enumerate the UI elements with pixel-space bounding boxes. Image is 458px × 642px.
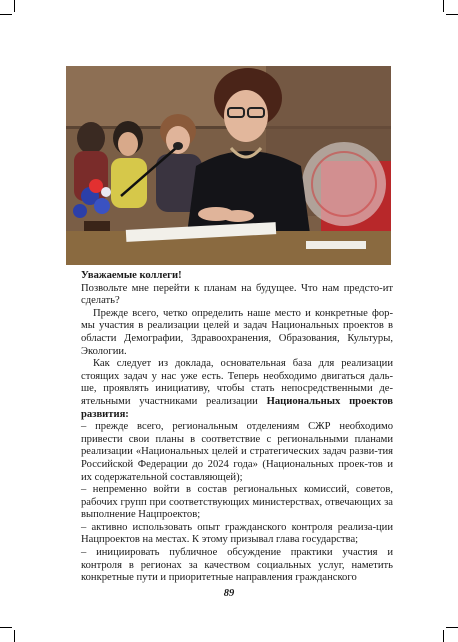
paragraph: Прежде всего, четко определить наше место и конкретные фор-мы участия в реализации целей и задач Национальных проектов в области Демографии, Здравоохранения, Образования, Культуры, Экологии. <box>81 307 393 357</box>
list-item: – инициировать публичное обсуждение практики участия и контроля в регионах за качеством социальных услуг, наметить конкретные пути и приоритетные направления гражданского <box>81 547 393 584</box>
list-item: – активно использовать опыт гражданского контроля реализа-ции Нацпроектов на местах. К этому призывал глава государства; <box>81 521 393 546</box>
bold-phrase: Национальных проектов развития: <box>81 395 393 420</box>
crop-mark <box>0 14 12 15</box>
conference-photo-illustration <box>66 66 391 265</box>
page-number: 89 <box>223 588 235 599</box>
crop-mark <box>14 630 15 642</box>
crop-mark <box>14 0 15 12</box>
greeting-heading: Уважаемые коллеги! <box>81 270 182 281</box>
crop-mark <box>446 627 458 628</box>
crop-mark <box>0 627 12 628</box>
crop-mark <box>443 630 444 642</box>
list-item: – непременно войти в состав региональных комиссий, советов, рабочих групп при соответствующих министерствах, отвечающих за выполнение Нацпроектов; <box>81 484 393 521</box>
conference-photo <box>66 66 391 265</box>
paragraph: Как следует из доклада, основательная база для реализации стоящих задач у нас уже есть. Теперь необходимо двигаться даль-ше, проявлять инициативу, чтобы стать непосредственными де-ятельными участниками реализации Национальных проектов развития: <box>81 358 393 420</box>
paragraph: Позвольте мне перейти к планам на будущее. Что нам предсто-ит сделать? <box>81 282 393 307</box>
crop-mark <box>443 0 444 12</box>
crop-mark <box>446 14 458 15</box>
list-item: – прежде всего, региональным отделениям СЖР необходимо привести свои планы в соответствие с региональными планами реализации «Национальных целей и стратегических задач разви-тия Российской Федерации до 2024 года» (Национальных проек-тов и их содержательной составляющей); <box>81 421 393 483</box>
article-text <box>81 270 393 585</box>
